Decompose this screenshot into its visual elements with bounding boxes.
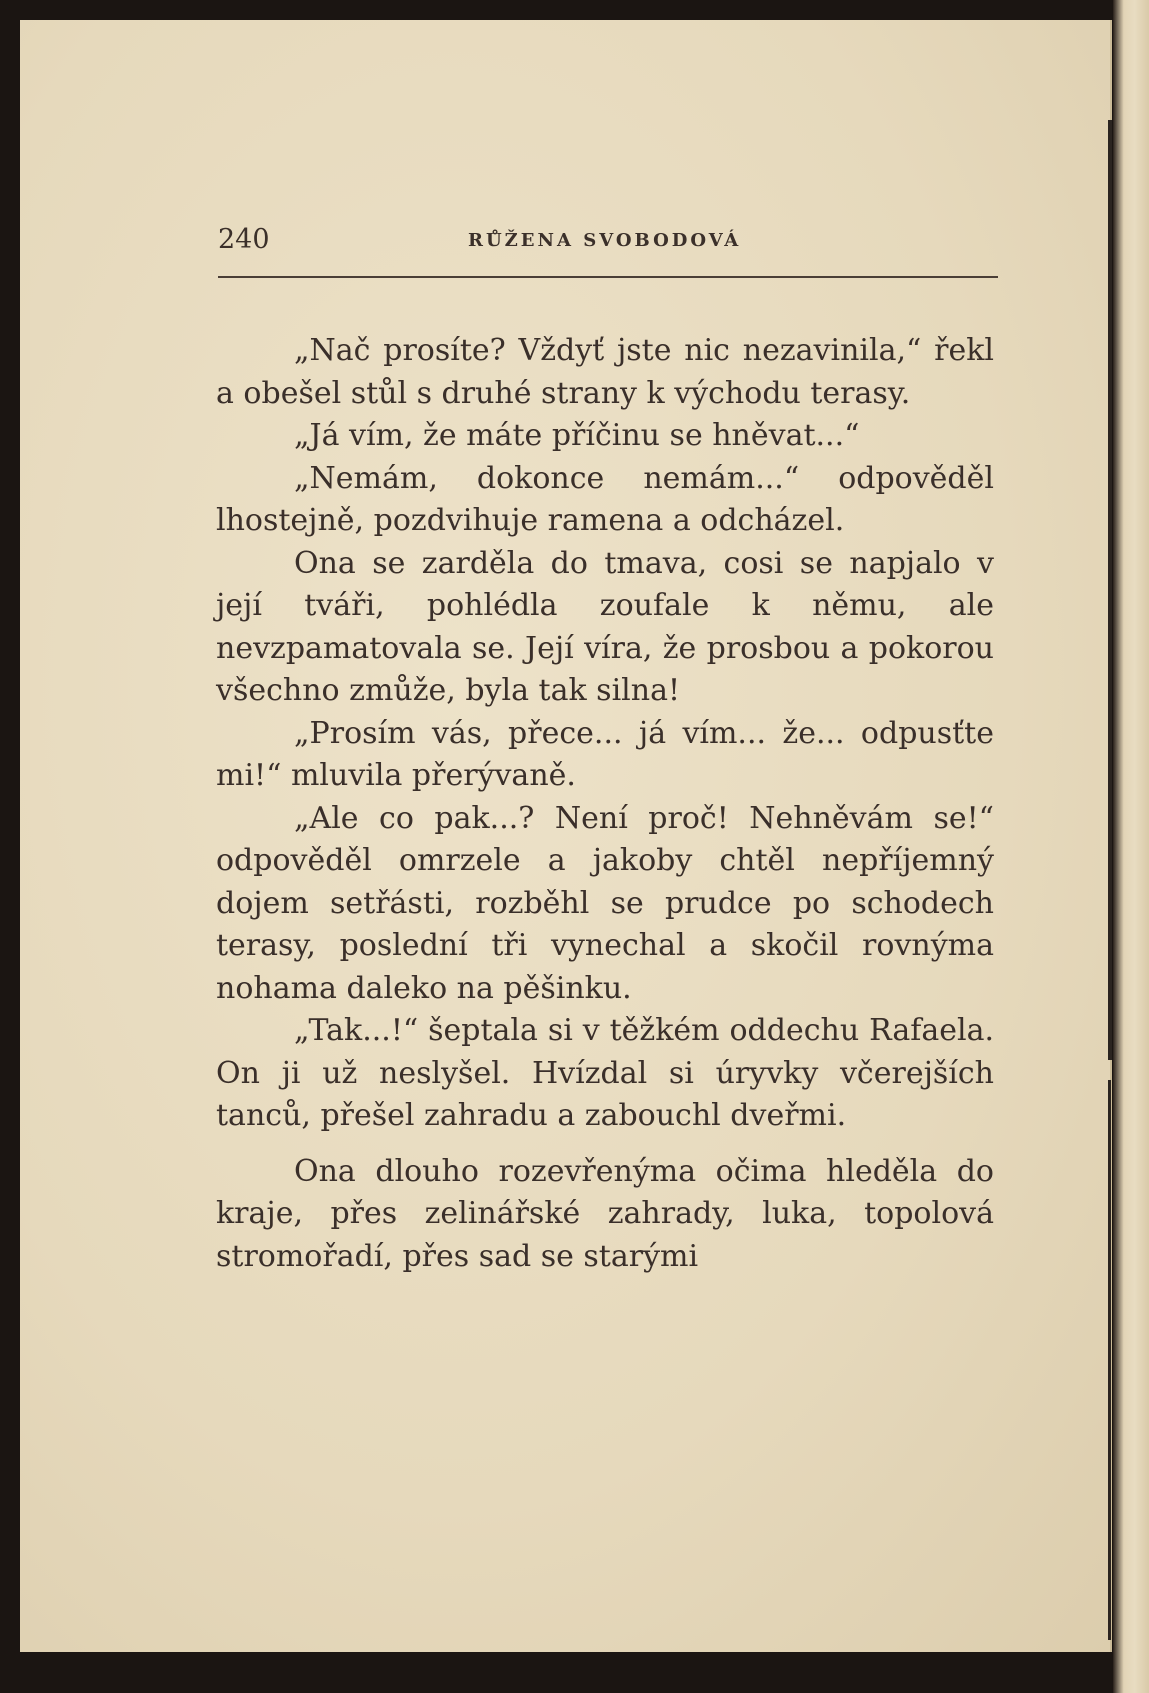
paragraph: Ona dlouho rozevřenýma očima hleděla do kraje, přes zelinářské zahrady, luka, topolová stromořadí, přes sad se starými: [216, 1153, 994, 1274]
page-header: [218, 224, 998, 264]
page-number: 240: [218, 224, 270, 255]
header-rule: [218, 276, 998, 278]
body-text: [216, 330, 994, 1278]
paragraph: „Nač prosíte? Vždyť jste nic nezavinila,“ řekl a obešel stůl s druhé strany k východu terasy.: [216, 333, 994, 411]
paragraph: „Nemám, dokonce nemám...“ odpověděl lhostejně, pozdvihuje ramena a odcházel.: [216, 460, 994, 538]
paragraph: „Tak...!“ šeptala si v těžkém oddechu Rafaela. On ji už neslyšel. Hvízdal si úryvky včerejších tanců, přešel zahradu a zabouchl dveřmi.: [216, 1013, 994, 1133]
paragraph: „Prosím vás, přece... já vím... že... odpusťte mi!“ mluvila přerývaně.: [216, 715, 994, 793]
edge-line-lower: [1108, 1080, 1111, 1640]
page-edge: [1113, 0, 1149, 1693]
paragraph: „Ale co pak...? Není proč! Nehněvám se!“ odpověděl omrzele a jakoby chtěl nepříjemný dojem setřásti, rozběhl se prudce po schodech terasy, poslední tři vynechal a skočil rovnýma nohama daleko na pěšinku.: [216, 800, 994, 1006]
paragraph: „Já vím, že máte příčinu se hněvat...“: [294, 418, 860, 453]
edge-line-upper: [1108, 120, 1112, 1060]
running-head: RŮŽENA SVOBODOVÁ: [468, 230, 742, 251]
paragraph: Ona se zarděla do tmava, cosi se napjalo v její tváři, pohlédla zoufale k němu, ale nevzpamatovala se. Její víra, že prosbou a pokorou všechno zmůže, byla tak silna!: [216, 545, 994, 708]
